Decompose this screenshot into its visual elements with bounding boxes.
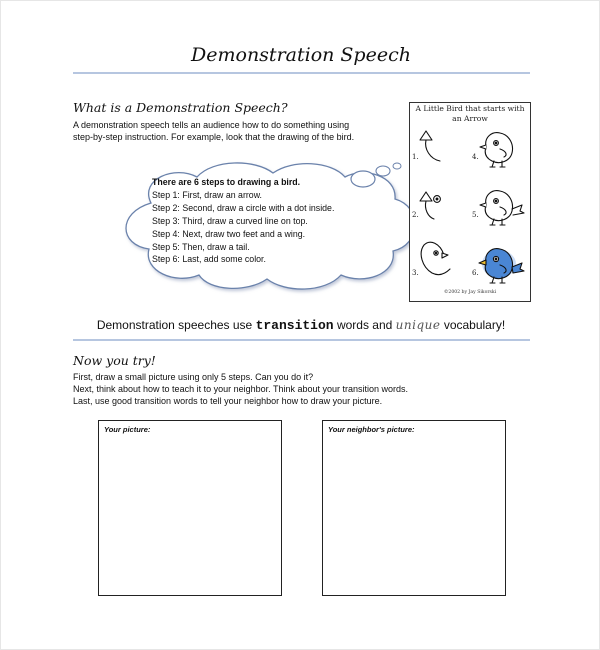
- neighbor-picture-label: Your neighbor's picture:: [328, 425, 415, 434]
- figure-credit: ©2002 by Jay Sikorski: [443, 290, 497, 295]
- step-number-6: 6.: [472, 269, 479, 277]
- tagline-word-unique: unique: [395, 318, 441, 332]
- bubble-tail-small: [393, 163, 401, 169]
- step-item: Step 5: Then, draw a tail.: [152, 241, 250, 252]
- step-number-4: 4.: [472, 153, 479, 161]
- section-divider: [73, 339, 530, 341]
- step-number-2: 2.: [412, 211, 419, 219]
- your-picture-label: Your picture:: [104, 425, 151, 434]
- page-title: Demonstration Speech: [191, 44, 411, 66]
- figure-title-line: an Arrow: [452, 114, 488, 123]
- step-item: Step 6: Last, add some color.: [152, 254, 266, 265]
- try-instructions: [73, 371, 493, 407]
- step-number-1: 1.: [412, 153, 419, 161]
- step-item: Step 2: Second, draw a circle with a dot inside.: [152, 202, 335, 213]
- bird-steps-illustration: [410, 103, 530, 301]
- neighbor-picture-box: [322, 420, 506, 596]
- intro-line: A demonstration speech tells an audience how to do something using: [73, 120, 350, 130]
- bird-step-2-drawing: [420, 192, 440, 219]
- step-number-3: 3.: [412, 269, 419, 277]
- bird-step-5-drawing: [480, 191, 524, 225]
- steps-title: There are 6 steps to drawing a bird.: [152, 177, 301, 187]
- step-item: Step 3: Third, draw a curved line on top.: [152, 215, 308, 226]
- bird-step-1-drawing: [420, 131, 440, 161]
- figure-title-line: A Little Bird that starts with: [415, 104, 525, 113]
- try-line: Next, think about how to teach it to your neighbor. Think about your transition words.: [73, 384, 409, 394]
- step-number-5: 5.: [472, 211, 479, 219]
- bird-step-6-drawing: [479, 249, 524, 283]
- intro-heading: What is a Demonstration Speech?: [73, 100, 288, 115]
- try-line: First, draw a small picture using only 5 steps. Can you do it?: [73, 372, 314, 382]
- title-divider: [73, 72, 530, 74]
- intro-line: step-by-step instruction. For example, look that the drawing of the bird.: [73, 132, 355, 142]
- bird-step-3-drawing: [421, 242, 450, 274]
- tagline: [1, 318, 600, 333]
- bubble-tail-medium: [376, 166, 390, 176]
- tagline-text: vocabulary!: [443, 318, 506, 332]
- tagline-text: Demonstration speeches use: [96, 318, 253, 332]
- intro-paragraph: [73, 119, 403, 143]
- your-picture-box: [98, 420, 282, 596]
- try-heading: Now you try!: [73, 353, 156, 368]
- step-item: Step 1: First, draw an arrow.: [152, 189, 263, 200]
- bird-drawing-figure: [409, 102, 531, 302]
- step-item: Step 4: Next, draw two feet and a wing.: [152, 228, 306, 239]
- bird-step-4-drawing: [480, 133, 513, 167]
- tagline-text: words and: [336, 318, 393, 332]
- try-line: Last, use good transition words to tell your neighbor how to draw your picture.: [73, 396, 383, 406]
- tagline-word-transition: transition: [255, 318, 334, 333]
- bird-steps-list: [152, 176, 334, 266]
- bubble-tail-large: [351, 171, 375, 187]
